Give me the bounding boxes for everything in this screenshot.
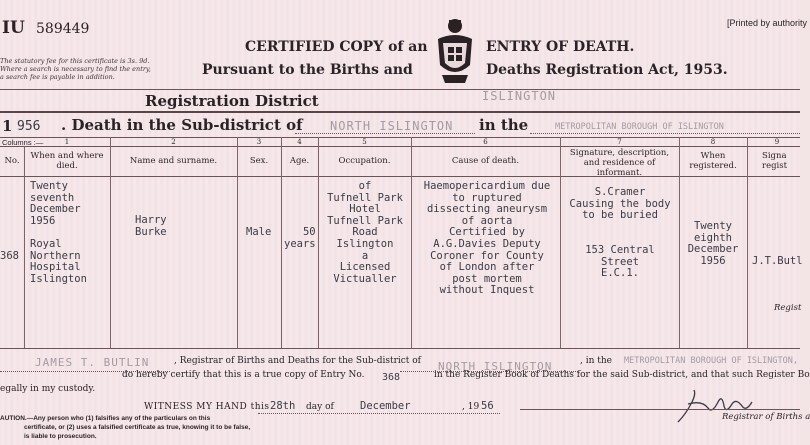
certification-subdistrict: NORTH ISLINGTON xyxy=(438,360,553,373)
fee-note-line-3: a search fee is payable in addition. xyxy=(0,73,115,81)
registrar-name-stamp: JAMES T. BUTLIN xyxy=(35,356,150,369)
fee-note-line-1: The statutory fee for this certificate is 3s. 9d. xyxy=(0,57,150,65)
certification-line-1: , Registrar of Births and Deaths for the Sub-district of xyxy=(174,356,422,366)
entry-informant: S.Cramer Causing the body to be buried 153 Central Street E.C.1. xyxy=(569,186,671,280)
witness-date-line xyxy=(258,413,500,414)
column-number: 7 xyxy=(617,138,622,146)
column-divider xyxy=(237,137,238,348)
column-divider xyxy=(281,137,282,348)
title-left-line-1: CERTIFIED COPY of an xyxy=(245,39,428,55)
column-divider xyxy=(747,137,748,348)
certification-line-2: do hereby certify that this is a true copy of Entry No. xyxy=(122,370,365,380)
printed-by-authority: [Printed by authority xyxy=(727,18,808,28)
certification-line-3: egally in my custody. xyxy=(0,384,96,394)
fee-note-line-2: Where a search is necessary to find the entry, xyxy=(0,65,151,73)
entry-cause: Haemopericardium due to ruptured dissecting aneurysm of aorta Certified by A.G.Davies Deputy Coroner for County of London after post mortem without Inquest xyxy=(423,180,551,297)
subdistrict-dotted-line xyxy=(295,133,475,134)
signature-rule xyxy=(520,409,800,410)
subdistrict-value: NORTH ISLINGTON xyxy=(330,119,454,133)
district-rule xyxy=(0,111,800,113)
witness-day: 28th xyxy=(270,400,296,412)
caution-line-1: AUTION.—Any person who (1) falsifies any of the particulars on this xyxy=(0,415,211,422)
witness-year: 56 xyxy=(481,400,494,412)
year-value: 956 xyxy=(17,119,41,134)
certification-line-2-rest: in the Register Book of Deaths for the said Sub-district, and that such Register Bo xyxy=(434,370,810,380)
column-header-when-where: When and where died. xyxy=(30,151,104,171)
column-number: 5 xyxy=(362,138,367,146)
signature-label: Registrar of Births a xyxy=(722,412,810,422)
caution-line-2: certificate, or (2) uses a falsified certificate as true, knowing it to be false, xyxy=(24,424,251,431)
entry-name: Harry Burke xyxy=(135,214,167,238)
header-rule xyxy=(0,89,800,90)
column-header-age: Age. xyxy=(289,156,310,166)
entry-when-where: Twenty seventh December 1956 Royal Northern Hospital Islington xyxy=(30,180,87,285)
title-right-line-1: ENTRY OF DEATH. xyxy=(486,39,635,55)
witness-month: December xyxy=(360,400,411,412)
column-header-registered: When registered. xyxy=(689,151,737,171)
royal-crest-icon xyxy=(432,17,478,87)
columns-label: Columns :— xyxy=(2,138,44,147)
caution-line-3: is liable to prosecution. xyxy=(24,433,97,440)
registrar-label: Regist xyxy=(774,303,802,313)
column-number: 3 xyxy=(256,138,262,146)
entry-occupation: of Tufnell Park Hotel Tufnell Park Road Islington a Licensed Victualler xyxy=(327,180,403,285)
certification-borough: METROPOLITAN BOROUGH OF ISLINGTON, xyxy=(624,356,798,366)
in-the-label: in the xyxy=(479,116,529,134)
witness-text: WITNESS MY HAND this xyxy=(144,402,270,412)
certificate-number: 589449 xyxy=(36,21,90,37)
column-header-no: No. xyxy=(4,156,20,166)
column-header-occupation: Occupation. xyxy=(338,156,391,166)
column-header-informant: Signature, description, and residence of informant. xyxy=(569,148,670,178)
column-number: 9 xyxy=(774,138,780,146)
column-number: 2 xyxy=(171,138,176,146)
column-divider xyxy=(318,137,319,348)
entry-registered: Twenty eighth December 1956 xyxy=(687,220,739,267)
entry-age: 50 years xyxy=(284,226,316,250)
title-left-line-2: Pursuant to the Births and xyxy=(202,62,413,78)
column-divider xyxy=(24,146,25,348)
column-header-cause: Cause of death. xyxy=(451,156,520,166)
witness-year-prefix: , 19 xyxy=(462,402,480,412)
column-divider xyxy=(411,137,412,348)
entry-registrar: J.T.Butl xyxy=(752,255,803,267)
column-header-signature: Signa regist xyxy=(762,151,788,171)
entry-sex: Male xyxy=(246,226,272,238)
certification-in-the: , in the xyxy=(580,356,612,366)
borough-dotted-line xyxy=(530,133,800,134)
registration-district-value: ISLINGTON xyxy=(482,89,557,103)
entry-number: 368 xyxy=(0,250,19,262)
subdistrict-label: . Death in the Sub-district of xyxy=(61,116,303,134)
registration-district-label: Registration District xyxy=(145,92,319,110)
borough-value: METROPOLITAN BOROUGH OF ISLINGTON xyxy=(555,122,724,132)
year-prefix: 1 xyxy=(2,117,13,135)
title-right-line-2: Deaths Registration Act, 1953. xyxy=(486,62,728,78)
column-divider xyxy=(110,137,111,348)
column-number: 8 xyxy=(710,138,716,146)
column-divider xyxy=(560,137,561,348)
column-number-rule xyxy=(0,146,800,147)
column-header-rule xyxy=(0,176,800,177)
column-number: 6 xyxy=(483,138,488,146)
table-bottom-rule xyxy=(0,348,800,349)
column-header-name: Name and surname. xyxy=(129,156,218,166)
series-code: IU xyxy=(2,18,25,38)
certification-entry-number: 368 xyxy=(382,372,401,383)
column-number: 4 xyxy=(297,138,302,146)
day-of-label: day of xyxy=(306,402,334,412)
column-header-sex: Sex. xyxy=(249,156,269,166)
column-number: 1 xyxy=(64,138,70,146)
